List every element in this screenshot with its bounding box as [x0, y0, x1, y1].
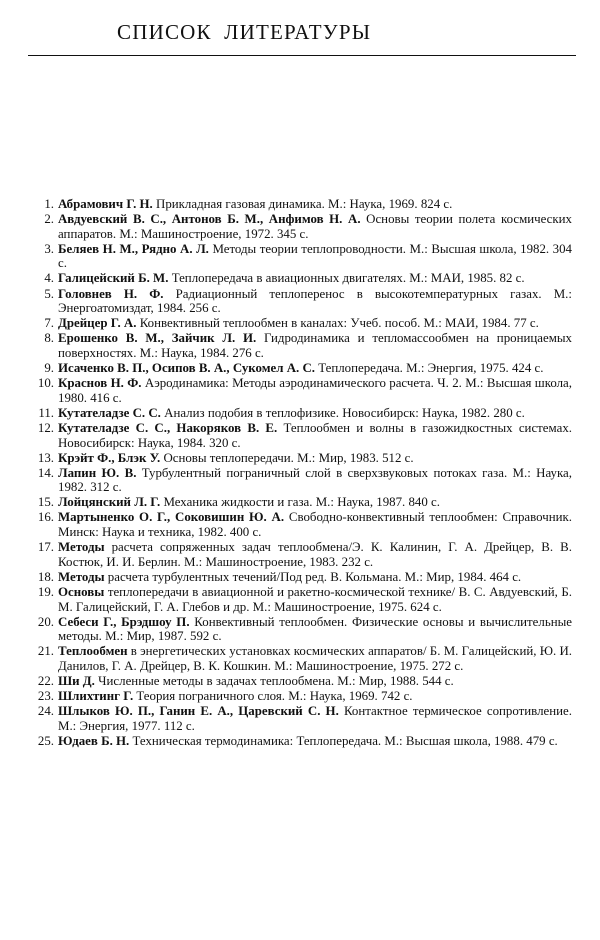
- reference-authors: Методы: [58, 540, 105, 555]
- reference-item: [0, 331, 600, 360]
- reference-text: Механика жидкости и газа. М.: Наука, 1987. 840 с.: [163, 495, 440, 510]
- reference-text: Численные методы в задачах теплообмена. М.: Мир, 1988. 544 с.: [98, 674, 454, 688]
- reference-number: 5.: [44, 286, 54, 301]
- reference-text: Теплопередача в авиационных двигателях. М.: МАИ, 1985. 82 с.: [171, 271, 525, 286]
- reference-text: Основы теплопередачи. М.: Мир, 1983. 512 с.: [163, 450, 414, 465]
- reference-authors: Галицейский Б. М.: [58, 271, 169, 286]
- reference-item: [0, 212, 600, 241]
- reference-authors: Лойцянский Л. Г.: [58, 495, 161, 510]
- reference-item: [0, 734, 600, 749]
- reference-text: Методы теории теплопроводности. М.: Высшая школа, 1982. 304 с.: [58, 241, 572, 271]
- reference-number: 18.: [37, 569, 54, 584]
- reference-text: Техническая термодинамика: Теплопередача. М.: Высшая школа, 1988. 479 с.: [132, 733, 558, 748]
- reference-number: 20.: [37, 614, 54, 629]
- reference-text: Конвективный теплообмен. Физические основы и вычислительные методы. М.: Мир, 1987. 592 с.: [58, 614, 572, 644]
- reference-list: [0, 197, 600, 749]
- reference-text: Теория пограничного слоя. М.: Наука, 1969. 742 с.: [136, 689, 413, 704]
- reference-item: [0, 287, 600, 316]
- reference-text: Конвективный теплообмен в каналах: Учеб. пособ. М.: МАИ, 1984. 77 с.: [139, 316, 539, 331]
- reference-item: [0, 421, 600, 450]
- reference-authors: Исаченко В. П., Осипов В. А., Сукомел А. С.: [58, 361, 315, 376]
- reference-number: 10.: [37, 376, 54, 391]
- reference-item: [0, 570, 600, 585]
- reference-authors: Юдаев Б. Н.: [58, 733, 130, 748]
- reference-text: теплопередачи в авиационной и ракетно-космической технике/ В. С. Авдуевский, Б. М. Галицейский, Г. А. Глебов и др. М.: Машиностроение, 1975. 624 с.: [58, 584, 572, 614]
- reference-authors: Мартыненко О. Г., Соковишин Ю. А.: [58, 510, 285, 525]
- reference-number: 4.: [44, 271, 54, 286]
- reference-item: [0, 242, 600, 271]
- reference-authors: Абрамович Г. Н.: [58, 197, 153, 211]
- reference-text: Теплообмен и волны в газожидкостных системах. Новосибирск: Наука, 1984. 320 с.: [58, 420, 572, 450]
- reference-number: 22.: [37, 674, 54, 688]
- reference-text: Анализ подобия в теплофизике. Новосибирск: Наука, 1982. 280 с.: [164, 405, 525, 420]
- reference-item: [0, 704, 600, 733]
- reference-authors: Ерошенко В. М., Зайчик Л. И.: [58, 331, 257, 346]
- reference-authors: Теплообмен: [58, 644, 128, 659]
- reference-item: [0, 689, 600, 704]
- reference-text: Теплопередача. М.: Энергия, 1975. 424 с.: [318, 361, 544, 376]
- reference-number: 17.: [37, 540, 54, 555]
- reference-number: 8.: [44, 331, 54, 346]
- page-title: СПИСОК ЛИТЕРАТУРЫ: [117, 20, 372, 44]
- reference-authors: Себеси Г., Брэдшоу П.: [58, 614, 190, 629]
- reference-item: [0, 271, 600, 286]
- reference-number: 7.: [44, 316, 54, 331]
- reference-item: [0, 674, 600, 689]
- title-divider: [28, 55, 576, 56]
- reference-number: 19.: [37, 584, 54, 599]
- reference-number: 21.: [37, 644, 54, 659]
- reference-item: [0, 376, 600, 405]
- reference-number: 15.: [37, 495, 54, 510]
- reference-number: 9.: [44, 361, 54, 376]
- reference-item: [0, 495, 600, 510]
- reference-authors: Дрейцер Г. А.: [58, 316, 137, 331]
- reference-number: 1.: [44, 197, 54, 211]
- reference-number: 16.: [37, 510, 54, 525]
- reference-item: [0, 466, 600, 495]
- reference-item: [0, 510, 600, 539]
- reference-text: Контактное термическое сопротивление. М.: Энергия, 1977. 112 с.: [58, 704, 572, 733]
- reference-text: Свободно-конвективный теплообмен: Справочник. Минск: Наука и техника, 1982. 400 с.: [58, 510, 572, 540]
- reference-item: [0, 451, 600, 466]
- reference-text: Гидродинамика и тепломассообмен на проницаемых поверхностях. М.: Наука, 1984. 276 с.: [58, 331, 572, 360]
- reference-authors: Головнев Н. Ф.: [58, 286, 164, 301]
- reference-text: Основы теории полета космических аппаратов. М.: Машиностроение, 1972. 345 с.: [58, 212, 572, 241]
- reference-authors: Краснов Н. Ф.: [58, 376, 142, 391]
- reference-authors: Шлыков Ю. П., Ганин Е. А., Царевский С. Н.: [58, 704, 339, 719]
- reference-item: [0, 540, 600, 569]
- reference-number: 23.: [37, 689, 54, 704]
- reference-number: 12.: [37, 420, 54, 435]
- reference-item: [0, 197, 600, 212]
- reference-authors: Шлихтинг Г.: [58, 689, 134, 704]
- reference-authors: Беляев Н. М., Рядно А. Л.: [58, 241, 209, 256]
- reference-text: Турбулентный пограничный слой в сверхзвуковых потоках газа. М.: Наука, 1982. 312 с.: [58, 465, 572, 495]
- reference-item: [0, 644, 600, 673]
- reference-authors: Ши Д.: [58, 674, 95, 688]
- reference-number: 3.: [44, 241, 54, 256]
- reference-number: 14.: [37, 465, 54, 480]
- reference-text: расчета турбулентных течений/Под ред. В. Кольмана. М.: Мир, 1984. 464 с.: [107, 569, 522, 584]
- reference-authors: Основы: [58, 584, 105, 599]
- reference-item: [0, 585, 600, 614]
- reference-item: [0, 406, 600, 421]
- reference-item: [0, 361, 600, 376]
- reference-authors: Авдуевский В. С., Антонов Б. М., Анфимов Н. А.: [58, 212, 361, 227]
- reference-authors: Крэйт Ф., Блэк У.: [58, 450, 161, 465]
- reference-text: расчета сопряженных задач теплообмена/Э. К. Калинин, Г. А. Дрейцер, В. В. Костюк, И. И. Берлин. М.: Машиностроение, 1983. 232 с.: [58, 540, 572, 569]
- reference-text: Аэродинамика: Методы аэродинамического расчета. Ч. 2. М.: Высшая школа, 1980. 416 с.: [58, 376, 572, 405]
- reference-authors: Кутателадзе С. С., Накоряков В. Е.: [58, 420, 278, 435]
- reference-number: 25.: [37, 733, 54, 748]
- reference-number: 24.: [37, 704, 54, 719]
- reference-authors: Лапин Ю. В.: [58, 465, 137, 480]
- reference-authors: Методы: [58, 569, 105, 584]
- reference-number: 13.: [37, 450, 54, 465]
- reference-item: [0, 615, 600, 644]
- reference-authors: Кутателадзе С. С.: [58, 405, 161, 420]
- reference-text: в энергетических установках космических аппаратов/ Б. М. Галицейский, Ю. И. Данилов, Г. А. Дрейцер, В. К. Кошкин. М.: Машиностроение, 1975. 272 с.: [58, 644, 572, 673]
- reference-text: Радиационный теплоперенос в высокотемпературных газах. М.: Энергоатомиздат, 1984. 256 с.: [58, 286, 572, 316]
- reference-number: 11.: [38, 405, 54, 420]
- reference-number: 2.: [44, 212, 54, 227]
- reference-text: Прикладная газовая динамика. М.: Наука, 1969. 824 с.: [156, 197, 453, 211]
- reference-item: [0, 316, 600, 331]
